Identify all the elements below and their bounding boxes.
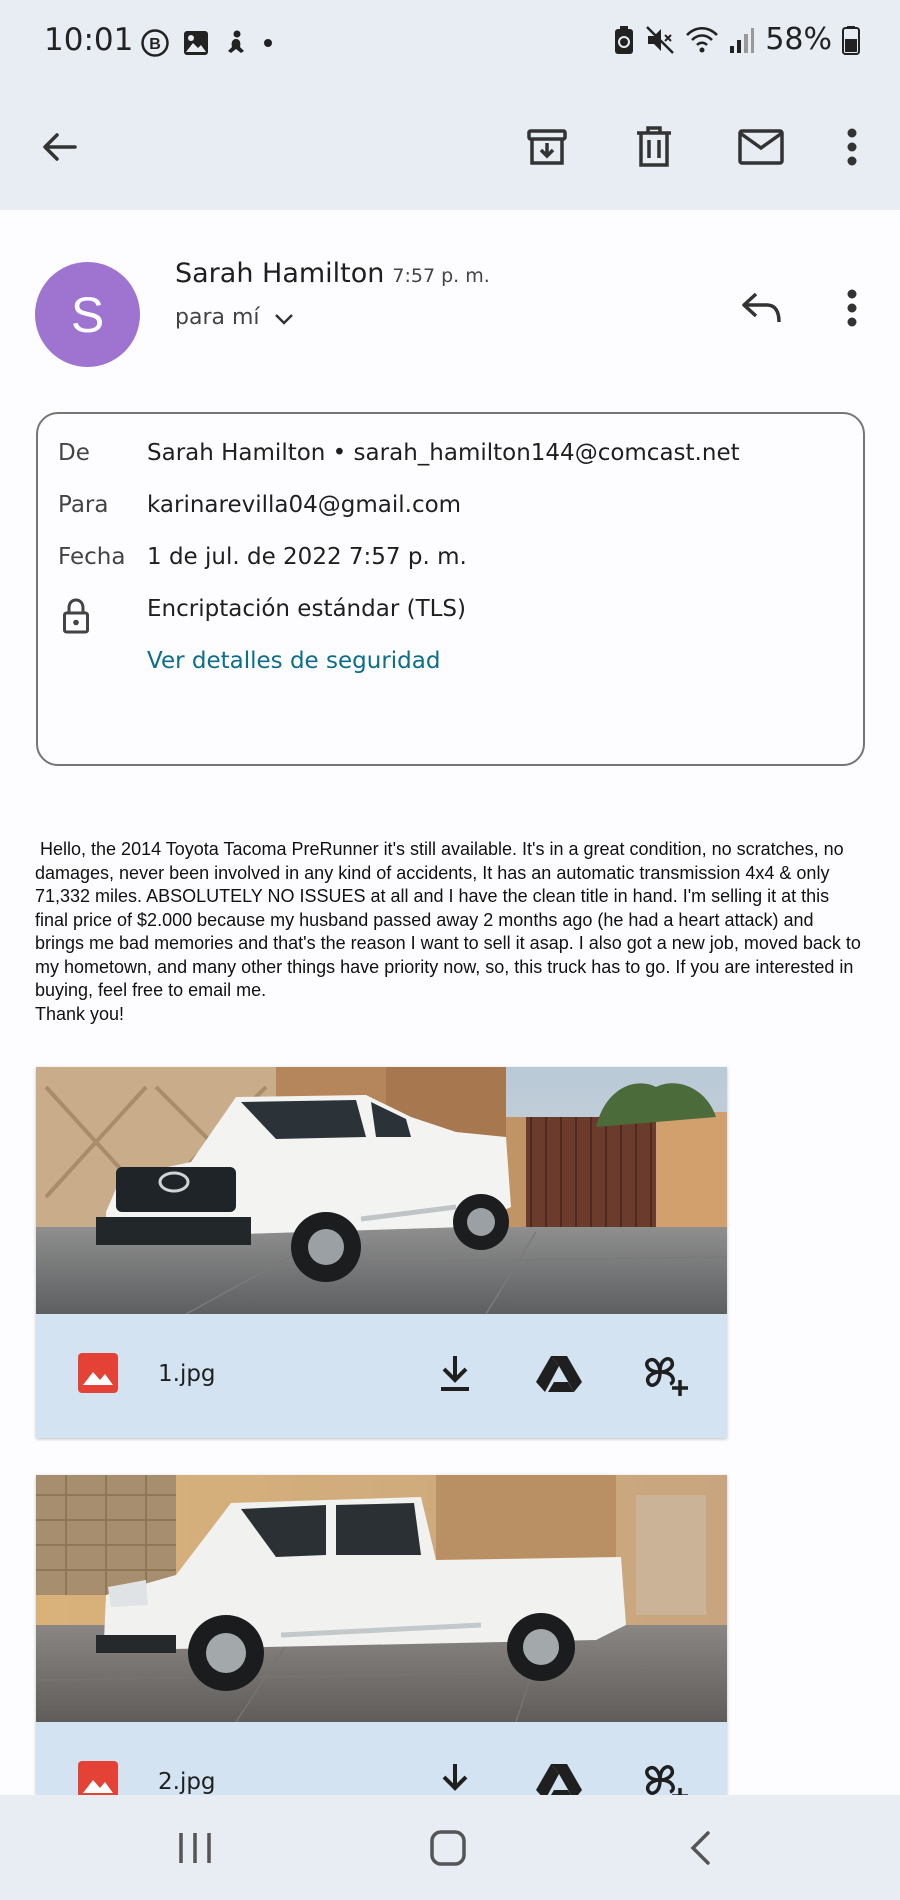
email-body bbox=[35, 838, 865, 1026]
attachment-photo[interactable] bbox=[36, 1475, 727, 1722]
message-more-button[interactable] bbox=[830, 280, 874, 336]
signal-icon bbox=[729, 26, 755, 54]
chevron-up-icon bbox=[274, 311, 294, 325]
more-options-button[interactable] bbox=[830, 117, 874, 177]
add-to-photos-icon[interactable] bbox=[640, 1352, 690, 1398]
more-vert-icon bbox=[846, 289, 858, 327]
recipient-toggle[interactable] bbox=[175, 305, 294, 330]
archive-icon bbox=[525, 125, 569, 169]
truck-photo-front bbox=[36, 1067, 727, 1314]
mark-unread-button[interactable] bbox=[726, 117, 796, 177]
from-label: De bbox=[58, 440, 90, 466]
reply-icon bbox=[741, 291, 783, 325]
archive-button[interactable] bbox=[515, 117, 579, 177]
app-bar bbox=[0, 84, 900, 210]
lock-icon bbox=[62, 598, 90, 640]
dot-icon bbox=[262, 37, 274, 49]
recent-apps-button[interactable] bbox=[160, 1820, 230, 1876]
svg-text:B: B bbox=[149, 36, 161, 53]
sender-avatar[interactable]: S bbox=[35, 262, 140, 367]
delete-icon bbox=[634, 125, 674, 169]
meditation-icon bbox=[222, 29, 250, 57]
attachment-card[interactable] bbox=[36, 1067, 727, 1438]
from-value[interactable]: Sarah Hamilton • sarah_hamilton144@comcast.net bbox=[147, 440, 740, 466]
chevron-left-icon bbox=[688, 1830, 712, 1866]
more-vert-icon bbox=[846, 127, 858, 167]
to-value[interactable]: karinarevilla04@gmail.com bbox=[147, 492, 462, 518]
date-label: Fecha bbox=[58, 544, 126, 570]
add-to-photos-icon[interactable] bbox=[640, 1760, 690, 1795]
back-button[interactable] bbox=[24, 117, 94, 177]
status-bar bbox=[0, 0, 900, 84]
download-icon[interactable] bbox=[438, 1762, 472, 1795]
battery-percent: 58% bbox=[765, 22, 832, 57]
mute-icon bbox=[645, 25, 675, 55]
attachment-photo[interactable] bbox=[36, 1067, 727, 1314]
status-time: 10:01 bbox=[44, 22, 134, 58]
attachment-name: 1.jpg bbox=[158, 1361, 216, 1387]
email-body-text: Hello, the 2014 Toyota Tacoma PreRunner it's still available. It's in a great condition, no scratches, no damages, never been involved in any kind of accidents, It has an automatic transmission 4x4 & only 71,332 miles. ABSOLUTELY NO ISSUES at all and I have the clean title in hand. I'm selling it at this final price of $2.000 because my husband passed away 2 months ago (he had a heart attack) and brings me bad memories and that's the reason I want to sell it asap. I also got a new job, moved back to my hometown, and many other things have priority now, so, this truck has to go. If you are interested in buying, feel free to email me. bbox=[35, 839, 866, 1000]
system-nav-bar bbox=[0, 1795, 900, 1900]
sender-line bbox=[175, 258, 490, 289]
attachment-bar bbox=[36, 1722, 727, 1795]
recipient-label: para mí bbox=[175, 305, 260, 330]
wifi-icon bbox=[685, 25, 719, 55]
message-details-panel bbox=[36, 412, 865, 766]
attachment-name: 2.jpg bbox=[158, 1769, 216, 1795]
date-value: 1 de jul. de 2022 7:57 p. m. bbox=[147, 544, 467, 570]
truck-photo-side bbox=[36, 1475, 727, 1722]
drive-icon[interactable] bbox=[535, 1354, 583, 1394]
battery-saver-icon bbox=[613, 25, 635, 55]
attachment-card[interactable] bbox=[36, 1475, 727, 1795]
mark-unread-icon bbox=[737, 128, 785, 166]
drive-icon[interactable] bbox=[535, 1762, 583, 1795]
to-label: Para bbox=[58, 492, 109, 518]
email-time: 7:57 p. m. bbox=[392, 265, 490, 287]
home-icon bbox=[429, 1829, 467, 1867]
image-file-icon bbox=[77, 1760, 119, 1795]
sender-name: Sarah Hamilton bbox=[175, 258, 385, 289]
home-button[interactable] bbox=[413, 1820, 483, 1876]
status-system-icons bbox=[613, 22, 860, 57]
battery-icon bbox=[842, 25, 860, 55]
image-icon bbox=[182, 29, 210, 57]
b-circle-icon bbox=[140, 28, 170, 58]
reply-button[interactable] bbox=[730, 280, 794, 336]
encryption-value: Encriptación estándar (TLS) bbox=[147, 596, 467, 622]
back-arrow-icon bbox=[39, 127, 79, 167]
recent-apps-icon bbox=[177, 1831, 213, 1865]
delete-button[interactable] bbox=[622, 117, 686, 177]
security-details-link[interactable]: Ver detalles de seguridad bbox=[147, 648, 441, 674]
download-icon[interactable] bbox=[438, 1354, 472, 1394]
email-signoff: Thank you! bbox=[35, 1003, 125, 1024]
status-notification-icons bbox=[140, 28, 274, 58]
image-file-icon bbox=[77, 1352, 119, 1394]
system-back-button[interactable] bbox=[665, 1820, 735, 1876]
attachment-bar bbox=[36, 1314, 727, 1438]
